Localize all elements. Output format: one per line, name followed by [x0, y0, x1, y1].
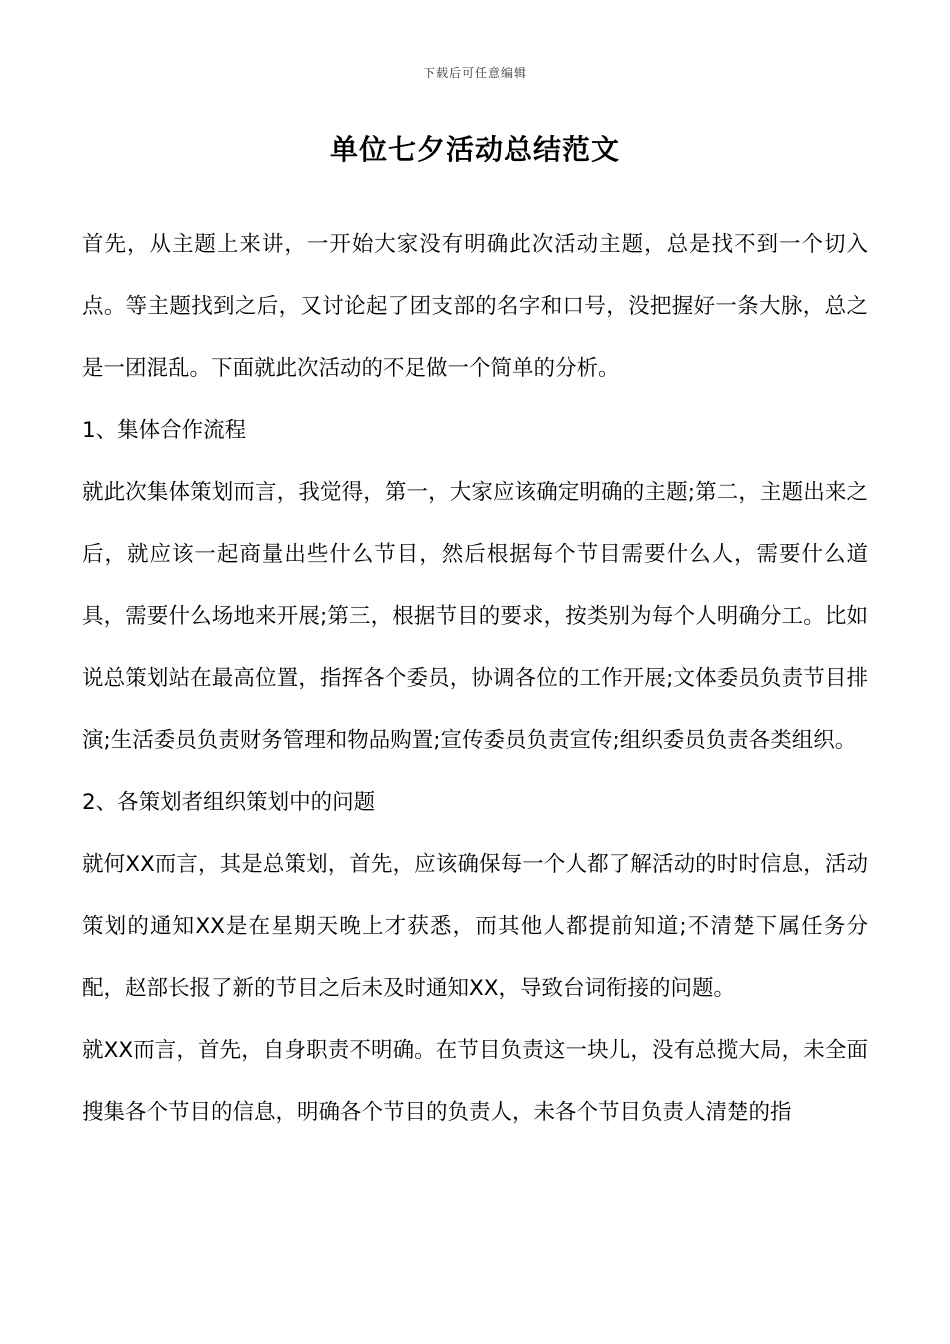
paragraph-section-1: 就此次集体策划而言，我觉得，第一，大家应该确定明确的主题;第二，主题出来之后，就应该一起商量出些什么节目，然后根据每个节目需要什么人，需要什么道具，需要什么场地来开展;第三，根据节目的要求，按类别为每个人明确分工。比如说总策划站在最高位置，指挥各个委员，协调各位的工作开展;文体委员负责节目排演;生活委员负责财务管理和物品购置;宣传委员负责宣传;组织委员负责各类组织。: [82, 480, 868, 753]
paragraph-section-2a: 就何XX而言，其是总策划，首先，应该确保每一个人都了解活动的时时信息，活动策划的通知XX是在星期天晚上才获悉，而其他人都提前知道;不清楚下属任务分配，赵部长报了新的节目之后未及时通知XX，导致台词衔接的问题。: [82, 852, 868, 1001]
paragraph-section-2b: 就XX而言，首先，自身职责不明确。在节目负责这一块儿，没有总揽大局，未全面搜集各个节目的信息，明确各个节目的负责人，未各个节目负责人清楚的指: [82, 1038, 868, 1125]
section-heading-1: 1、集体合作流程: [82, 418, 247, 443]
paragraph-intro: 首先，从主题上来讲，一开始大家没有明确此次活动主题，总是找不到一个切入点。等主题找到之后，又讨论起了团支部的名字和口号，没把握好一条大脉，总之是一团混乱。下面就此次活动的不足做一个简单的分析。: [82, 232, 868, 381]
document-title: 单位七夕活动总结范文: [329, 133, 620, 166]
section-heading-2: 2、各策划者组织策划中的问题: [82, 790, 376, 815]
header-note: 下载后可任意编辑: [422, 66, 527, 80]
document-body: [82, 214, 868, 1144]
